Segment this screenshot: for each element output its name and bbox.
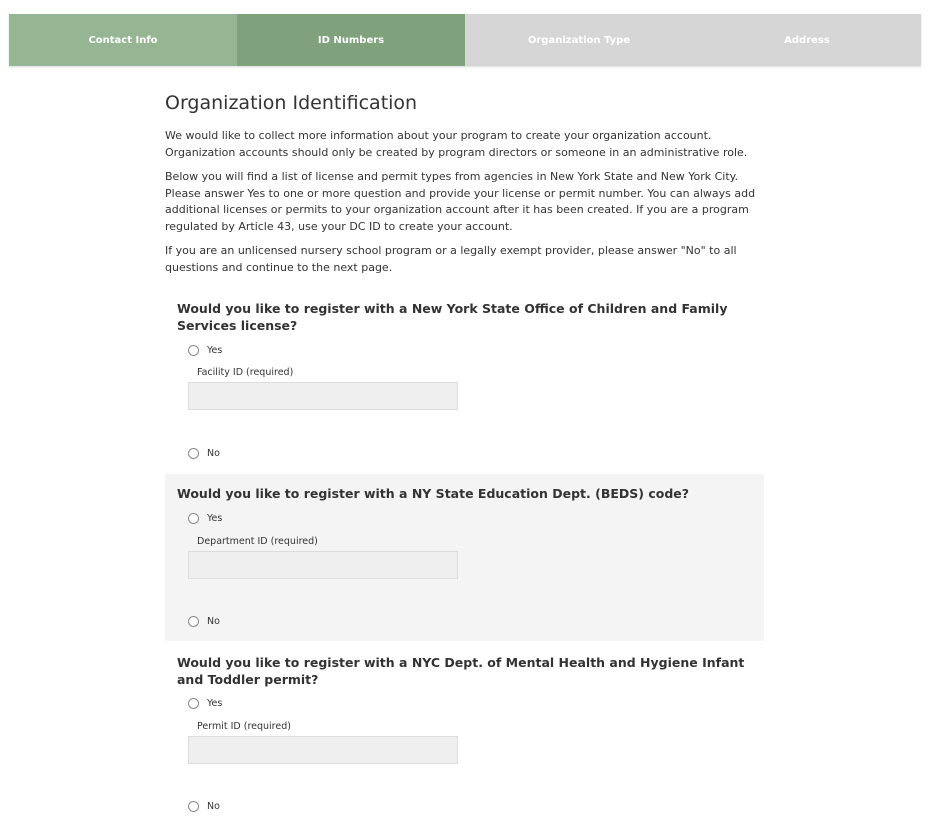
no-radio[interactable] bbox=[188, 616, 199, 627]
yes-option[interactable] bbox=[188, 698, 222, 709]
department-id-input[interactable] bbox=[188, 551, 458, 579]
unlicensed-paragraph: If you are an unlicensed nursery school program or a legally exempt provider, please answer "No" to all questions and continue to the next page. bbox=[165, 244, 737, 274]
yes-radio[interactable] bbox=[188, 345, 199, 356]
step-contact-info[interactable] bbox=[9, 14, 237, 66]
question-beds-code bbox=[165, 474, 764, 641]
permit-id-input[interactable] bbox=[188, 736, 458, 764]
step-label: Organization Type bbox=[527, 34, 631, 46]
no-label: No bbox=[207, 801, 220, 812]
step-organization-type[interactable] bbox=[465, 14, 693, 66]
department-id-label: Department ID (required) bbox=[197, 536, 318, 547]
no-option[interactable] bbox=[188, 448, 220, 459]
no-radio[interactable] bbox=[188, 448, 199, 459]
intro-section bbox=[165, 92, 765, 284]
step-label: Address bbox=[784, 34, 830, 46]
no-option[interactable] bbox=[188, 801, 220, 812]
yes-radio[interactable] bbox=[188, 513, 199, 524]
instructions-paragraph: Below you will find a list of license and permit types from agencies in New York State and New York City. Please answer Yes to one or more question and provide your license or permit number. You can always add additional licenses or permits to your organization account after it has been created. If you are a program regulated by Article 43, use your DC ID to create your account. bbox=[165, 170, 756, 233]
no-label: No bbox=[207, 616, 220, 627]
step-address[interactable] bbox=[693, 14, 921, 66]
question-nyc-permit bbox=[165, 646, 764, 825]
no-option[interactable] bbox=[188, 616, 220, 627]
permit-id-label: Permit ID (required) bbox=[197, 721, 291, 732]
yes-option[interactable] bbox=[188, 345, 222, 356]
yes-label: Yes bbox=[207, 513, 223, 524]
no-radio[interactable] bbox=[188, 801, 199, 812]
step-id-numbers[interactable] bbox=[237, 14, 465, 66]
yes-label: Yes bbox=[207, 698, 223, 709]
no-label: No bbox=[207, 448, 220, 459]
yes-option[interactable] bbox=[188, 513, 222, 524]
step-label: ID Numbers bbox=[317, 34, 385, 46]
progress-steps bbox=[9, 14, 921, 66]
yes-label: Yes bbox=[207, 345, 223, 356]
facility-id-label: Facility ID (required) bbox=[197, 367, 294, 378]
yes-radio[interactable] bbox=[188, 698, 199, 709]
question-ocfs-license bbox=[165, 292, 764, 472]
question-text: Would you like to register with a New York State Office of Children and Family Services license? bbox=[177, 301, 728, 333]
intro-paragraph: We would like to collect more information about your program to create your organization account. Organization accounts should only be created by program directors or someone in an administrative role. bbox=[165, 129, 748, 159]
step-label: Contact Info bbox=[88, 34, 158, 46]
question-text: Would you like to register with a NYC Dept. of Mental Health and Hygiene Infant and Toddler permit? bbox=[177, 655, 745, 687]
facility-id-input[interactable] bbox=[188, 382, 458, 410]
page-title: Organization Identification bbox=[165, 92, 418, 114]
question-text: Would you like to register with a NY State Education Dept. (BEDS) code? bbox=[177, 486, 690, 501]
